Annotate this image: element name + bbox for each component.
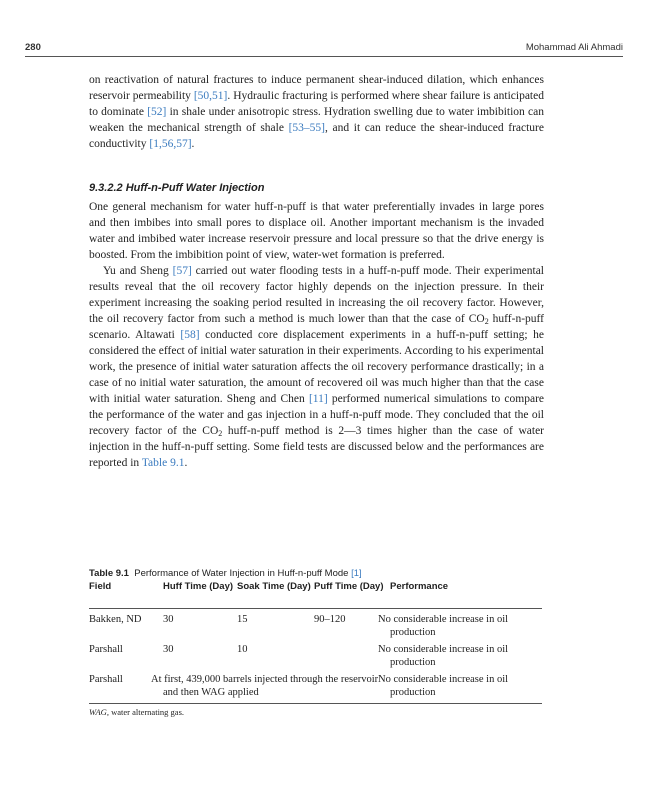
table-footnote (89, 707, 184, 717)
column-header: Puff Time (Day) (314, 580, 390, 609)
cell-field: Parshall (89, 644, 123, 655)
section-heading: 9.3.2.2 Huff-n-Puff Water Injection (89, 182, 265, 194)
column-header: Soak Time (Day) (237, 580, 314, 609)
cell-field: Bakken, ND (89, 614, 142, 625)
citation-link[interactable]: [53–55] (288, 122, 326, 134)
data-table (89, 580, 542, 704)
cell-performance: No considerable increase in oil production (378, 644, 509, 668)
paragraph-1 (89, 72, 544, 152)
column-header: Performance (390, 580, 542, 609)
text: in shale under anisotropic stress. Hydration swelling due to water imbibition can weaken the mechanical strength of shale (89, 106, 544, 134)
citation-link[interactable]: [58] (180, 329, 200, 341)
cell-merged-description: At first, 439,000 barrels injected through the reservoir and then WAG applied (163, 669, 390, 704)
cell-puff: 90–120 (314, 614, 346, 625)
citation-link[interactable]: [52] (147, 106, 167, 118)
table-row (89, 669, 542, 704)
column-header: Huff Time (Day) (163, 580, 237, 609)
table-row (89, 609, 542, 640)
text: conducted core displacement experiments in a huff-n-puff setting; he considered the effect of initial water saturation in their experiments. According to his experimental work, the presence of initial water saturation affects the oil recovery performance drastically; in a case of no initial water saturation, the amount of recovered oil was much higher than that the case with initial water saturation. Sheng and Chen (89, 329, 545, 405)
cell-huff: 30 (163, 644, 174, 655)
running-header (25, 42, 623, 56)
paragraph-3 (89, 263, 544, 471)
text: Yu and Sheng (103, 265, 173, 277)
citation-link[interactable]: [57] (172, 265, 192, 277)
footnote-abbreviation: WAG, (89, 707, 109, 717)
subscript: 2 (218, 429, 223, 438)
cell-soak: 10 (237, 644, 248, 655)
cell-performance: No considerable increase in oil production (378, 614, 509, 638)
text: carried out water flooding tests in a huff-n-puff mode. Their experimental results reveal that the oil recovery factor highly depends on the injection pressure. In their experiment increasing the soaking period resulted in increasing the oil recovery factor. However, the oil recovery factor from such a method is much lower than that the case of CO (89, 265, 544, 325)
page-number: 280 (25, 42, 41, 53)
citation-link[interactable]: [11] (308, 393, 328, 405)
table-header-row (89, 580, 542, 609)
cell-performance: No considerable increase in oil production (390, 669, 542, 704)
paragraph-2: One general mechanism for water huff-n-puff is that water preferentially invades in large pores and then imbibes into small pores to displace oil. Another important mechanism is the invaded water and imbibed water increase reservoir pressure and local pressure so that the drive energy is boosted. From the imbibition point of view, water-wet formation is preferred. (89, 201, 544, 261)
text: performed numerical simulations to compare the performance of the water and gas injection in a huff-n-puff mode. They concluded that the oil recovery factor of the CO (89, 393, 545, 437)
citation-link[interactable]: [1,56,57] (149, 138, 192, 150)
header-rule (25, 56, 623, 57)
column-header: Field (89, 580, 163, 609)
cell-huff: 30 (163, 614, 174, 625)
table-link[interactable]: Table 9.1 (141, 457, 185, 469)
subscript: 2 (484, 317, 489, 326)
citation-link[interactable]: [1] (351, 568, 362, 579)
cell-field: Parshall (89, 669, 163, 704)
table-caption (89, 568, 362, 579)
text: on reactivation of natural fractures to induce permanent shear-induced dilation, which enhances reservoir permeability (89, 74, 544, 102)
paragraph-block (89, 199, 544, 471)
table-row (89, 639, 542, 669)
footnote-text: water alternating gas. (108, 707, 185, 717)
text: . (184, 457, 188, 469)
table-label: Table 9.1 (89, 568, 129, 579)
table-caption-text: Performance of Water Injection in Huff-n-puff Mode (134, 568, 349, 579)
text: huff-n-puff method is 2—3 times higher than the case of water injection in the huff-n-puff setting. Some field tests are discussed below and the performances are reported in (89, 425, 544, 469)
running-author: Mohammad Ali Ahmadi (525, 42, 623, 53)
text: huff-n-puff scenario. Altawati (89, 313, 544, 341)
text: . (191, 138, 195, 150)
cell-soak: 15 (237, 614, 248, 625)
citation-link[interactable]: [50,51] (193, 90, 228, 102)
text: , and it can reduce the shear-induced fracture conductivity (89, 122, 544, 150)
text: . Hydraulic fracturing is performed where shear failure is anticipated to dominate (89, 90, 544, 118)
